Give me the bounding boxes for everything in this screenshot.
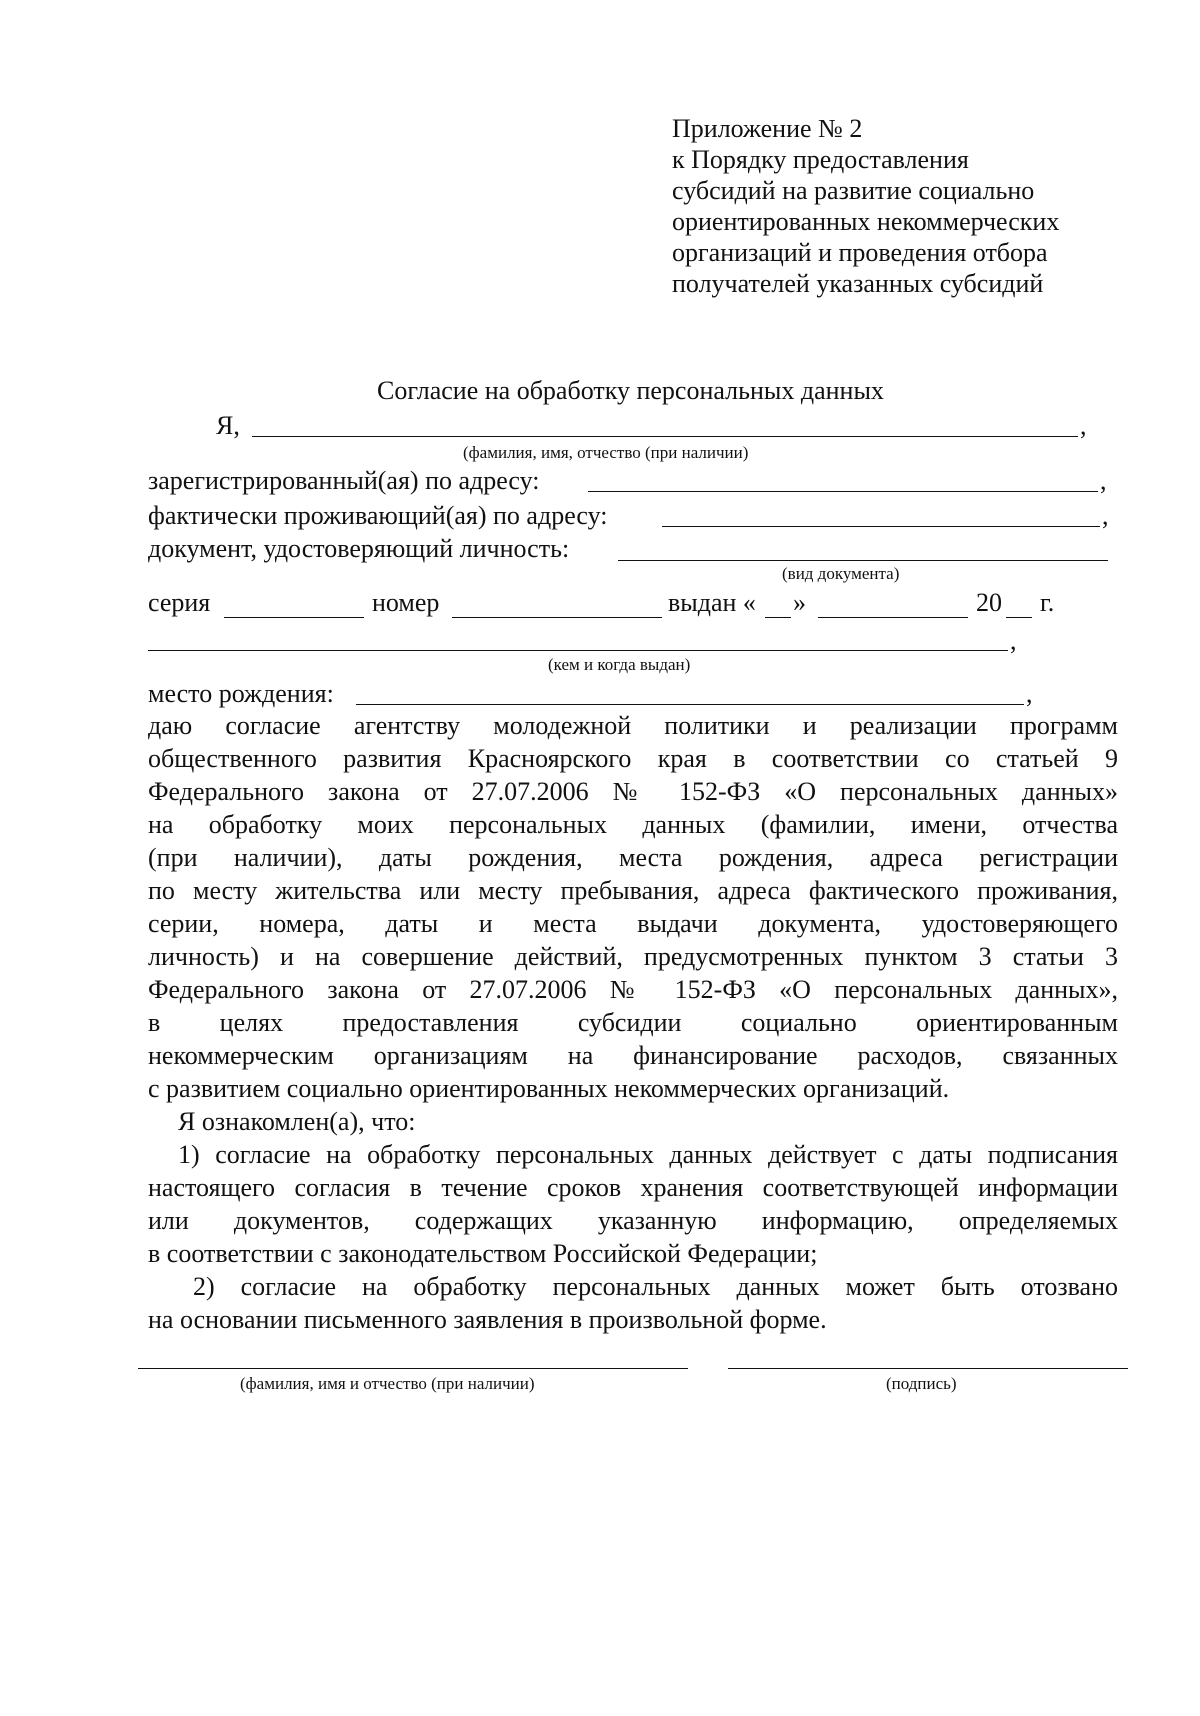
signature-caption: (подпись) (886, 1374, 957, 1393)
year-suffix: г. (1040, 588, 1055, 617)
signature-field[interactable] (728, 1368, 1128, 1369)
item1-line: в соответствии с законодательством Российской Федерации; (148, 1239, 818, 1268)
item2-line: на основании письменного заявления в произвольной форме. (148, 1305, 827, 1334)
consent-line: общественного развития Красноярского края в соответствии со статьей 9 (148, 744, 1118, 773)
annex-line: ориентированных некоммерческих (672, 207, 1060, 236)
consent-line: (при наличии), даты рождения, места рождения, адреса регистрации (148, 843, 1118, 872)
issued-close-quote: » (793, 588, 806, 617)
consent-line: Федерального закона от 27.07.2006 № 152-ФЗ «О персональных данных» (148, 777, 1118, 806)
issuer-field[interactable] (148, 650, 1008, 651)
document-type-field[interactable] (618, 560, 1108, 561)
consent-line: некоммерческим организациям на финансирование расходов, связанных (148, 1041, 1118, 1070)
comma: , (1102, 501, 1109, 530)
fio-caption: (фамилия, имя, отчество (при наличии) (463, 443, 749, 462)
issuer-caption: (кем и когда выдан) (548, 655, 691, 674)
annex-line: к Порядку предоставления (672, 145, 969, 174)
signature-fio-caption: (фамилия, имя и отчество (при наличии) (240, 1374, 535, 1393)
consent-line: в целях предоставления субсидии социально ориентированным (148, 1008, 1118, 1037)
doc-type-caption: (вид документа) (782, 564, 900, 583)
document-title: Согласие на обработку персональных данных (377, 376, 884, 405)
comma: , (1100, 466, 1107, 495)
annex-line: получателей указанных субсидий (672, 269, 1044, 298)
comma: , (1080, 411, 1087, 440)
comma: , (1026, 679, 1033, 708)
issued-month-field[interactable] (818, 617, 968, 618)
registered-label: зарегистрированный(ая) по адресу: (148, 466, 540, 495)
series-field[interactable] (224, 617, 364, 618)
year-prefix: 20 (976, 588, 1002, 617)
consent-line: на обработку моих персональных данных (фамилии, имени, отчества (148, 810, 1118, 839)
consent-line: даю согласие агентству молодежной политики и реализации программ (148, 711, 1118, 740)
birthplace-field[interactable] (356, 704, 1024, 705)
item1-line: настоящего согласия в течение сроков хранения соответствующей информации (148, 1173, 1118, 1202)
item1-line: или документов, содержащих указанную информацию, определяемых (148, 1206, 1118, 1235)
number-label: номер (372, 588, 440, 617)
item2-line: 2) согласие на обработку персональных данных может быть отозвано (193, 1272, 1118, 1301)
consent-line: личность) и на совершение действий, предусмотренных пунктом 3 статьи 3 (148, 942, 1118, 971)
series-label: серия (148, 588, 211, 617)
issued-day-field[interactable] (765, 617, 791, 618)
annex-line: субсидий на развитие социально (672, 176, 1035, 205)
actual-address-field[interactable] (662, 526, 1100, 527)
registered-address-field[interactable] (588, 491, 1098, 492)
document-label: документ, удостоверяющий личность: (148, 534, 570, 563)
issued-year-field[interactable] (1006, 617, 1032, 618)
signature-fio-field[interactable] (138, 1368, 688, 1369)
fio-field[interactable] (252, 436, 1078, 437)
number-field[interactable] (452, 617, 662, 618)
acknowledged-heading: Я ознакомлен(а), что: (178, 1107, 416, 1136)
item1-line: 1) согласие на обработку персональных данных действует с даты подписания (178, 1140, 1118, 1169)
annex-line: Приложение № 2 (672, 114, 863, 143)
consent-line: по месту жительства или месту пребывания, адреса фактического проживания, (148, 876, 1118, 905)
actual-label: фактически проживающий(ая) по адресу: (148, 501, 608, 530)
consent-line: серии, номера, даты и места выдачи документа, удостоверяющего (148, 909, 1118, 938)
comma: , (1010, 626, 1017, 655)
issued-label: выдан « (668, 588, 756, 617)
consent-line: с развитием социально ориентированных некоммерческих организаций. (148, 1074, 950, 1103)
birthplace-label: место рождения: (148, 679, 334, 708)
i-label: Я, (216, 411, 240, 440)
annex-block (672, 113, 1059, 299)
annex-line: организаций и проведения отбора (672, 238, 1048, 267)
consent-line: Федерального закона от 27.07.2006 № 152-ФЗ «О персональных данных», (148, 975, 1118, 1004)
